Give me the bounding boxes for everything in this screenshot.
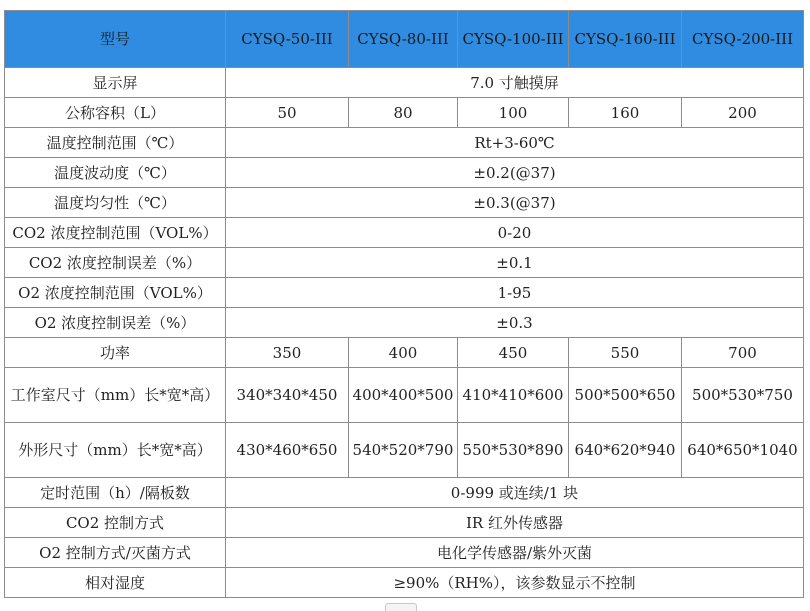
row-value: 160 <box>569 98 682 128</box>
table-row <box>5 248 804 278</box>
row-value: ±0.2(@37) <box>226 158 804 188</box>
row-value: 640*650*1040 <box>682 423 804 478</box>
header-label: 型号 <box>5 11 226 68</box>
row-value: ±0.3(@37) <box>226 188 804 218</box>
table-row <box>5 218 804 248</box>
row-value: 700 <box>682 338 804 368</box>
row-value: 1-95 <box>226 278 804 308</box>
row-value: 100 <box>458 98 569 128</box>
row-value: 80 <box>349 98 458 128</box>
model-cell: CYSQ-200-III <box>682 11 804 68</box>
table-row <box>5 538 804 568</box>
row-value: 电化学传感器/紫外灭菌 <box>226 538 804 568</box>
row-value: 0-20 <box>226 218 804 248</box>
row-value: 550 <box>569 338 682 368</box>
spec-table <box>4 10 804 598</box>
model-cell: CYSQ-160-III <box>569 11 682 68</box>
row-label: 外形尺寸（mm）长*宽*高） <box>5 423 226 478</box>
model-cell: CYSQ-50-III <box>226 11 349 68</box>
model-cell: CYSQ-80-III <box>349 11 458 68</box>
row-value: 500*530*750 <box>682 368 804 423</box>
row-label: 温度波动度（℃） <box>5 158 226 188</box>
row-label: 工作室尺寸（mm）长*宽*高） <box>5 368 226 423</box>
row-label: CO2 浓度控制误差（%） <box>5 248 226 278</box>
table-row <box>5 308 804 338</box>
table-row <box>5 368 804 423</box>
row-label: 相对湿度 <box>5 568 226 598</box>
table-row <box>5 188 804 218</box>
table-row <box>5 128 804 158</box>
table-row <box>5 568 804 598</box>
row-label: O2 浓度控制误差（%） <box>5 308 226 338</box>
row-label: 公称容积（L） <box>5 98 226 128</box>
row-value: 450 <box>458 338 569 368</box>
table-row <box>5 98 804 128</box>
row-value: 550*530*890 <box>458 423 569 478</box>
row-label: 定时范围（h）/隔板数 <box>5 478 226 508</box>
row-value: 400*400*500 <box>349 368 458 423</box>
model-cell: CYSQ-100-III <box>458 11 569 68</box>
table-row <box>5 478 804 508</box>
table-row <box>5 278 804 308</box>
row-value: 7.0 寸触摸屏 <box>226 68 804 98</box>
row-label: O2 控制方式/灭菌方式 <box>5 538 226 568</box>
row-value: 0-999 或连续/1 块 <box>226 478 804 508</box>
row-label: 温度均匀性（℃） <box>5 188 226 218</box>
row-value: 640*620*940 <box>569 423 682 478</box>
row-value: 350 <box>226 338 349 368</box>
row-value: 500*500*650 <box>569 368 682 423</box>
row-label: CO2 浓度控制范围（VOL%） <box>5 218 226 248</box>
row-value: 400 <box>349 338 458 368</box>
row-value: IR 红外传感器 <box>226 508 804 538</box>
row-value: ±0.1 <box>226 248 804 278</box>
table-row <box>5 338 804 368</box>
table-header-row <box>5 11 804 68</box>
row-value: 50 <box>226 98 349 128</box>
row-value: 430*460*650 <box>226 423 349 478</box>
table-row <box>5 158 804 188</box>
row-value: 340*340*450 <box>226 368 349 423</box>
row-value: 540*520*790 <box>349 423 458 478</box>
row-label: 温度控制范围（℃） <box>5 128 226 158</box>
row-label: 功率 <box>5 338 226 368</box>
row-value: ±0.3 <box>226 308 804 338</box>
row-value: ≥90%（RH%），该参数显示不控制 <box>226 568 804 598</box>
row-value: Rt+3-60℃ <box>226 128 804 158</box>
row-label: CO2 控制方式 <box>5 508 226 538</box>
table-row <box>5 68 804 98</box>
row-label: O2 浓度控制范围（VOL%） <box>5 278 226 308</box>
row-label: 显示屏 <box>5 68 226 98</box>
table-row <box>5 508 804 538</box>
row-value: 200 <box>682 98 804 128</box>
row-value: 410*410*600 <box>458 368 569 423</box>
table-row <box>5 423 804 478</box>
